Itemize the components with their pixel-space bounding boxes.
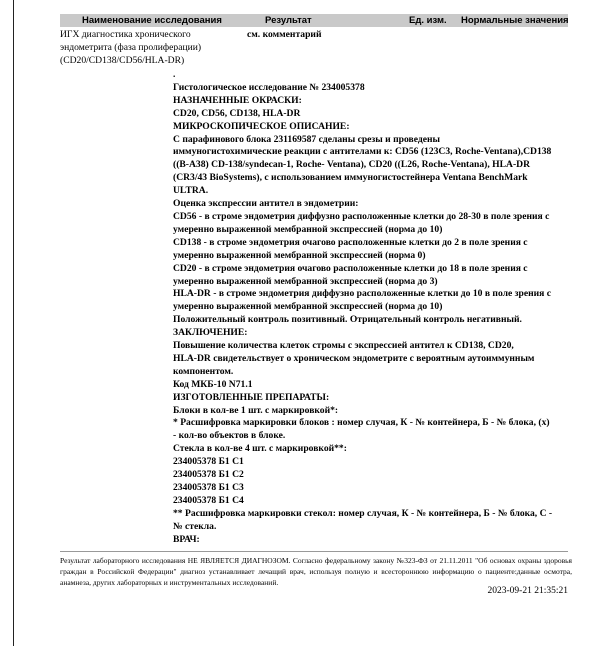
comment-line: Оценка экспрессии антител в эндометрии: — [173, 198, 359, 210]
comment-line: умеренно выраженной мембранной экспрессией (норма до 10) — [173, 223, 443, 235]
comment-line: 234005378 Б1 С3 — [173, 482, 244, 493]
comment-line: компонентом. — [173, 365, 234, 377]
study-name-line: (CD20/CD138/CD56/HLA-DR) — [60, 55, 185, 66]
page-edge-line — [13, 0, 14, 646]
comment-line: (CR3/43 BioSystems), с использованием иммуногистостейнера Ventana BenchMark — [173, 172, 528, 184]
study-name-line: ИГХ диагностика хронического — [60, 29, 191, 40]
comment-line: Код МКБ-10 N71.1 — [173, 378, 253, 390]
comment-line: иммуногистохимические реакции с антителами к: CD56 (123C3, Roche-Ventana),CD138 — [173, 146, 552, 158]
header-unit: Ед. изм. — [409, 15, 447, 26]
comment-line: ЗАКЛЮЧЕНИЕ: — [173, 327, 248, 339]
comment-line: Повышение количества клеток стромы с экспрессией антител к CD138, CD20, — [173, 340, 514, 352]
header-result: Результат — [265, 15, 312, 26]
comment-line: CD56 - в строме эндометрия диффузно расположенные клетки до 28-30 в поле зрения с — [173, 210, 550, 222]
comment-line: Положительный контроль позитивный. Отрицательный контроль негативный. — [173, 314, 522, 326]
comment-line: ИЗГОТОВЛЕННЫЕ ПРЕПАРАТЫ: — [173, 391, 330, 403]
comment-line: - кол-во объектов в блоке. — [173, 430, 286, 442]
comment-line: умеренно выраженной мембранной экспрессией (норма 0) — [173, 249, 426, 261]
comment-line: Гистологическое исследование № 234005378 — [173, 81, 365, 93]
comment-line: № стекла. — [173, 520, 217, 532]
comment-line: ULTRA. — [173, 185, 209, 197]
comment-line: умеренно выраженной мембранной экспрессией (норма до 10) — [173, 301, 443, 313]
comment-line: * Расшифровка маркировки блоков : номер случая, К - № контейнера, Б - № блока, (x) — [173, 417, 550, 429]
study-name-line: эндометрита (фаза пролиферации) — [60, 42, 202, 53]
comment-line: ВРАЧ: — [173, 533, 200, 545]
study-name — [60, 28, 240, 67]
footer-disclaimer: Результат лабораторного исследования НЕ ЯВЛЯЕТСЯ ДИАГНОЗОМ. Согласно федеральному закону №323-ФЗ от 21.11.2011 "Об основах охраны здоровья граждан в Российской Федерации" диагноз устанавливает лечащий врач, используя полную и всестороннюю информацию о пациенте:данные осмотра, анамнеза, других лабораторных и инструментальных исследований. — [60, 556, 572, 587]
comment-line: Стекла в кол-ве 4 шт. с маркировкой**: — [173, 443, 347, 455]
footer-divider — [60, 551, 568, 552]
comment-line: МИКРОСКОПИЧЕСКОЕ ОПИСАНИЕ: — [173, 120, 350, 132]
comment-line: ** Расшифровка маркировки стекол: номер случая, К - № контейнера, Б - № блока, С - — [173, 507, 553, 519]
comment-line: CD20, CD56, CD138, HLA-DR — [173, 107, 301, 119]
comment-line: 234005378 Б1 С4 — [173, 494, 244, 506]
study-result: см. комментарий — [247, 29, 322, 40]
print-timestamp: 2023-09-21 21:35:21 — [487, 586, 568, 596]
comment-line: CD138 - в строме эндометрия очагово расположенные клетки до 2 в поле зрения с — [173, 236, 528, 248]
comment-line: HLA-DR - в строме эндометрия диффузно расположенные клетки до 10 в поле зрения с — [173, 288, 552, 300]
comment-line: умеренно выраженной мембранной экспрессией (норма до 3) — [173, 275, 438, 287]
table-header — [60, 14, 568, 27]
comment-line: 234005378 Б1 С1 — [173, 456, 244, 468]
comment-line: ((B-A38) CD-138/syndecan-1, Roche- Ventana), CD20 ((L26, Roche-Ventana), HLA-DR — [173, 159, 530, 171]
header-study-name: Наименование исследования — [82, 15, 222, 26]
comment-line: . — [173, 69, 176, 80]
comment-line: Блоки в кол-ве 1 шт. с маркировкой*: — [173, 404, 339, 416]
comment-block — [173, 69, 571, 547]
comment-line: НАЗНАЧЕННЫЕ ОКРАСКИ: — [173, 94, 302, 106]
comment-line: С парафинового блока 231169587 сделаны срезы и проведены — [173, 133, 440, 145]
comment-line: HLA-DR свидетельствует о хроническом эндометрите с вероятным аутоиммунным — [173, 352, 535, 364]
comment-line: CD20 - в строме эндометрия очагово расположенные клетки до 18 в поле зрения с — [173, 262, 528, 274]
comment-line: 234005378 Б1 С2 — [173, 469, 244, 481]
header-norms: Нормальные значения — [461, 15, 569, 26]
